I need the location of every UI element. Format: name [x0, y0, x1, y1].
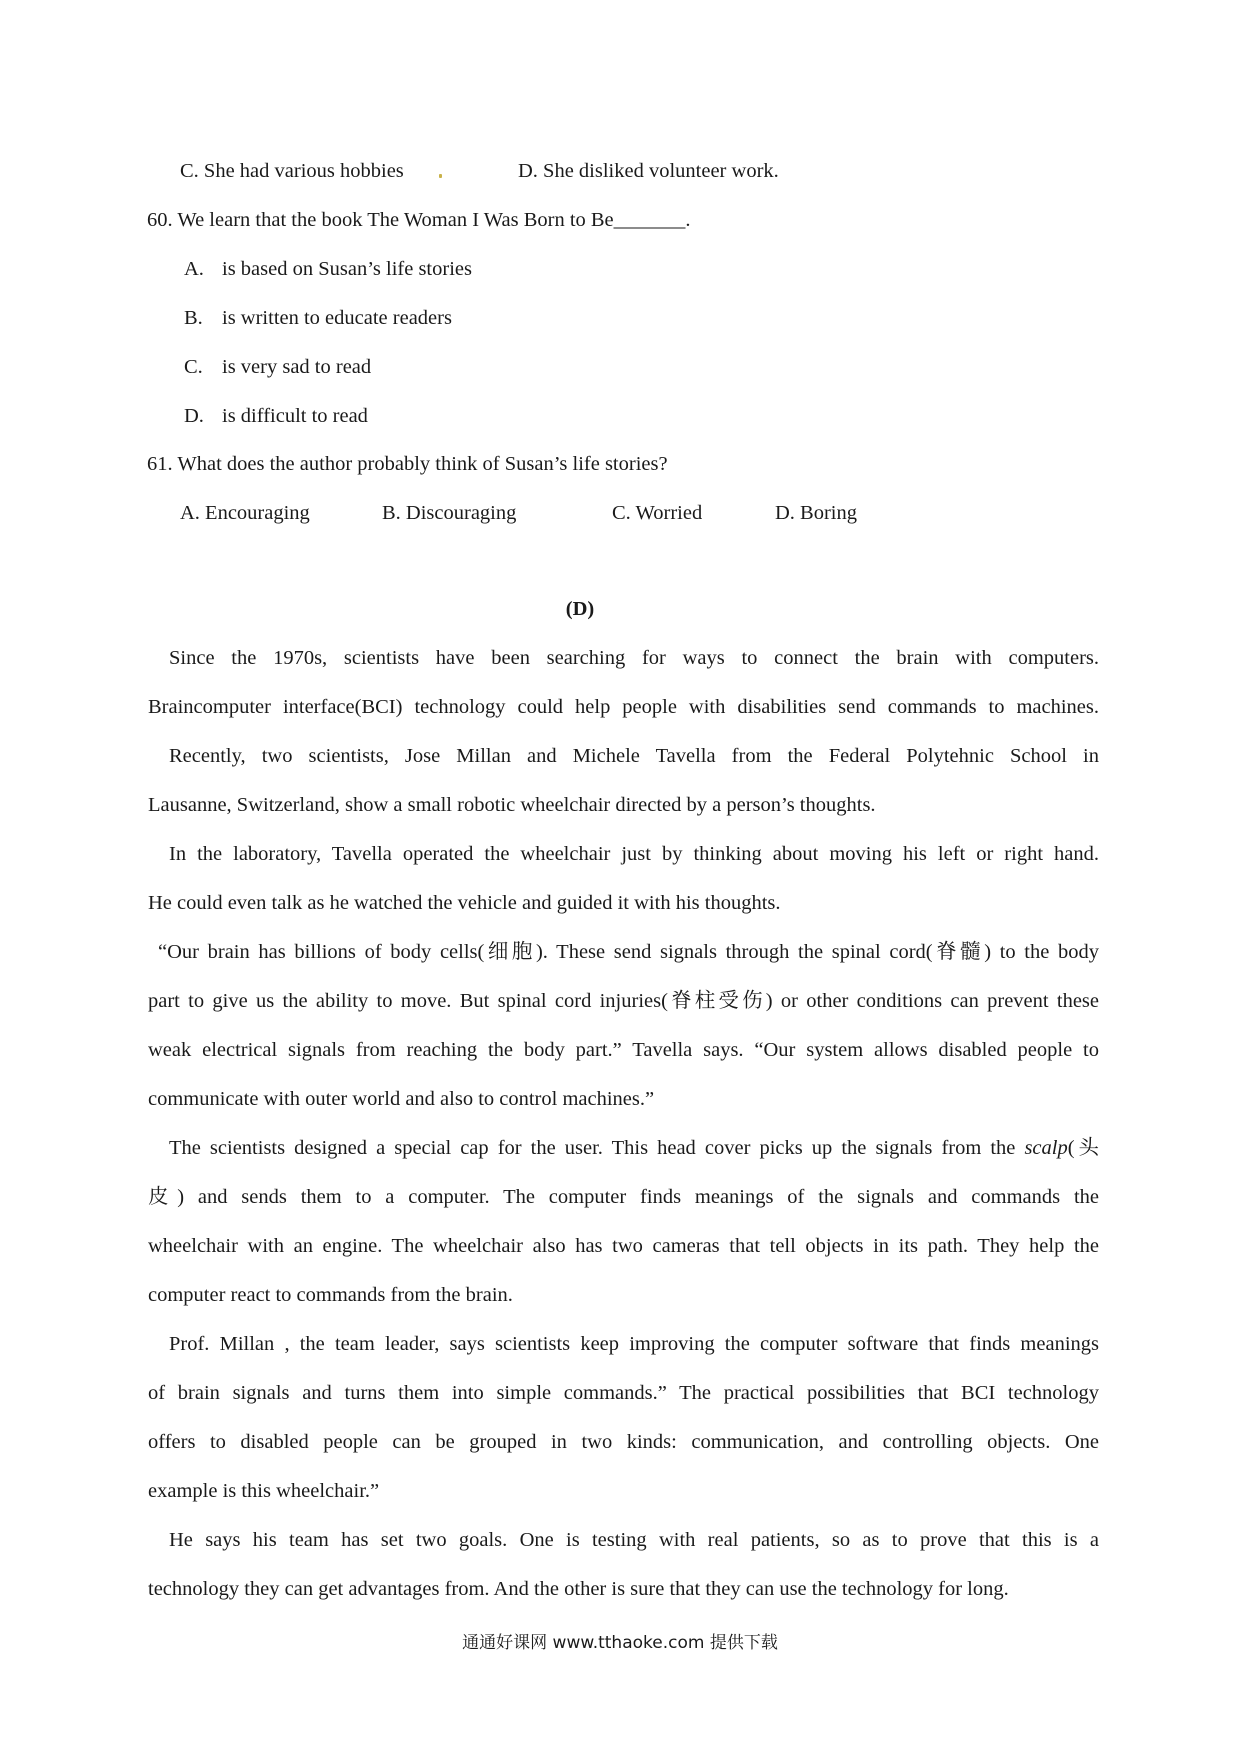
q60-stem: 60. We learn that the book The Woman I Was Born to Be_______. [147, 209, 691, 231]
passage-line: part to give us the ability to move. But spinal cord injuries(脊柱受伤) or other conditions can prevent these [148, 990, 1099, 1012]
passage-line: Prof. Millan , the team leader, says scientists keep improving the computer software that finds meanings [169, 1333, 1099, 1355]
q60-option-c-letter: C. [184, 356, 203, 378]
q59-option-d: D. She disliked volunteer work. [518, 160, 779, 182]
q60-option-b-letter: B. [184, 307, 203, 329]
passage-italic-word: scalp [1024, 1137, 1068, 1159]
passage-line: technology they can get advantages from. And the other is sure that they can use the technology for long. [148, 1578, 1009, 1600]
q60-option-a-letter: A. [184, 258, 204, 280]
passage-line: Recently, two scientists, Jose Millan and Michele Tavella from the Federal Polytehnic School in [169, 745, 1099, 767]
q60-option-d-letter: D. [184, 405, 204, 427]
passage-line: computer react to commands from the brain. [148, 1284, 513, 1306]
passage-line: He could even talk as he watched the vehicle and guided it with his thoughts. [148, 892, 781, 914]
page-footer: 通通好课网 www.tthaoke.com 提供下载 [462, 1633, 778, 1653]
section-heading: (D) [565, 598, 595, 620]
passage-line: wheelchair with an engine. The wheelchair also has two cameras that tell objects in its path. They help the [148, 1235, 1099, 1257]
q61-option-d: D. Boring [775, 502, 857, 524]
q60-option-b-text: is written to educate readers [222, 307, 452, 329]
q60-option-d-text: is difficult to read [222, 405, 368, 427]
q60-option-a-text: is based on Susan’s life stories [222, 258, 472, 280]
passage-line: “Our brain has billions of body cells(细胞). These send signals through the spinal cord(脊髓) to the body [158, 941, 1099, 963]
passage-line: communicate with outer world and also to control machines.” [148, 1088, 655, 1110]
passage-text: (头 [1067, 1137, 1099, 1159]
passage-line: He says his team has set two goals. One is testing with real patients, so as to prove that this is a [169, 1529, 1099, 1551]
passage-line: offers to disabled people can be grouped in two kinds: communication, and controlling objects. One [148, 1431, 1099, 1453]
passage-line: weak electrical signals from reaching the body part.” Tavella says. “Our system allows disabled people to [148, 1039, 1099, 1061]
passage-line: Since the 1970s, scientists have been searching for ways to connect the brain with computers. [169, 647, 1099, 669]
passage-line [148, 1124, 1099, 1173]
passage-line: Lausanne, Switzerland, show a small robotic wheelchair directed by a person’s thoughts. [148, 794, 876, 816]
passage-text: The scientists designed a special cap for the user. This head cover picks up the signals from the [169, 1137, 1025, 1159]
passage-line: example is this wheelchair.” [148, 1480, 380, 1502]
q59-option-c: C. She had various hobbies [180, 160, 404, 182]
passage-line: Braincomputer interface(BCI) technology could help people with disabilities send commands to machines. [148, 696, 1099, 718]
q61-stem: 61. What does the author probably think of Susan’s life stories? [147, 453, 668, 475]
passage-line: In the laboratory, Tavella operated the wheelchair just by thinking about moving his left or right hand. [169, 843, 1099, 865]
passage-line: of brain signals and turns them into simple commands.” The practical possibilities that BCI technology [148, 1382, 1099, 1404]
q61-option-a: A. Encouraging [180, 502, 310, 524]
stray-mark [439, 174, 442, 178]
q61-option-b: B. Discouraging [382, 502, 517, 524]
q61-option-c: C. Worried [612, 502, 703, 524]
q60-option-c-text: is very sad to read [222, 356, 372, 378]
passage-body [148, 634, 1099, 1614]
passage-line: 皮) and sends them to a computer. The computer finds meanings of the signals and commands the [148, 1186, 1099, 1208]
